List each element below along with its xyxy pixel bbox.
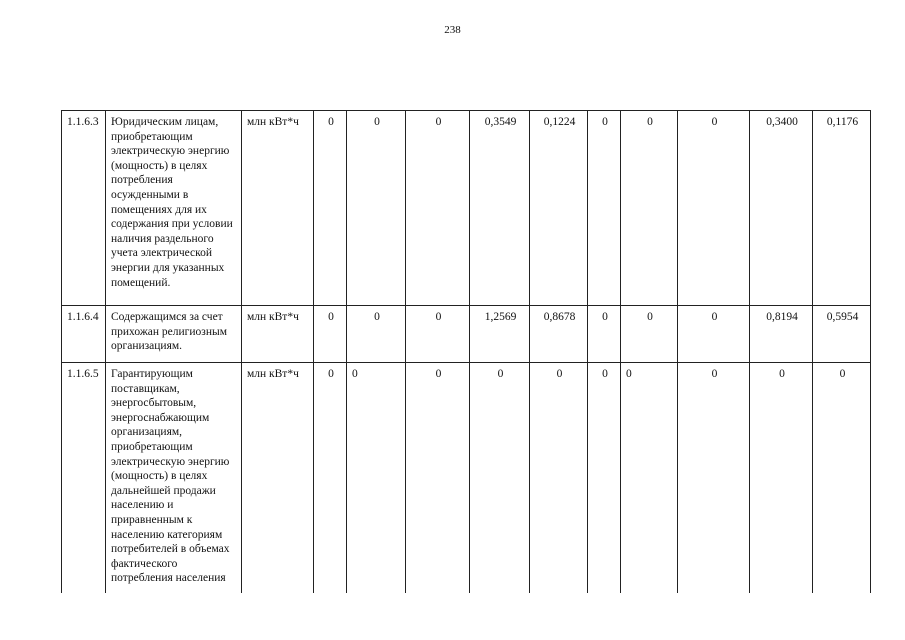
value-cell: 0 <box>678 363 750 594</box>
row-unit: млн кВт*ч <box>242 111 314 306</box>
value-cell: 0,5954 <box>813 306 871 363</box>
table-row <box>62 363 871 594</box>
value-cell: 0,1224 <box>530 111 588 306</box>
value-cell: 0 <box>530 363 588 594</box>
value-cell: 0 <box>750 363 813 594</box>
value-cell: 0,8678 <box>530 306 588 363</box>
row-name: Юридическим лицам, приобретающим электрическую энергию (мощность) в целях потребления осужденными в помещениях для их содержания при условии наличия раздельного учета электрической энергии для указанных помещений. <box>106 111 242 306</box>
value-cell: 0,3400 <box>750 111 813 306</box>
row-name: Содержащимся за счет прихожан религиозным организациям. <box>106 306 242 363</box>
value-cell: 0 <box>813 363 871 594</box>
value-cell: 0 <box>621 306 678 363</box>
value-cell: 0 <box>406 306 470 363</box>
row-unit: млн кВт*ч <box>242 363 314 594</box>
row-code: 1.1.6.3 <box>62 111 106 306</box>
value-cell: 0 <box>678 306 750 363</box>
value-cell: 0 <box>347 363 406 594</box>
value-cell: 0 <box>588 306 621 363</box>
value-cell: 0 <box>588 111 621 306</box>
value-cell: 0 <box>347 111 406 306</box>
value-cell: 0 <box>406 111 470 306</box>
data-table <box>61 110 871 593</box>
row-name: Гарантирующим поставщикам, энергосбытовым, энергоснабжающим организациям, приобретающим электрическую энергию (мощность) в целях дальнейшей продажи населению и приравненным к населению категориям потребителей в объемах фактического потребления населения <box>106 363 242 594</box>
value-cell: 0 <box>314 363 347 594</box>
value-cell: 0 <box>621 363 678 594</box>
row-code: 1.1.6.4 <box>62 306 106 363</box>
value-cell: 0,3549 <box>470 111 530 306</box>
value-cell: 0 <box>678 111 750 306</box>
value-cell: 0 <box>314 111 347 306</box>
value-cell: 0 <box>588 363 621 594</box>
value-cell: 0,8194 <box>750 306 813 363</box>
row-unit: млн кВт*ч <box>242 306 314 363</box>
value-cell: 0,1176 <box>813 111 871 306</box>
value-cell: 0 <box>314 306 347 363</box>
value-cell: 0 <box>470 363 530 594</box>
value-cell: 1,2569 <box>470 306 530 363</box>
row-code: 1.1.6.5 <box>62 363 106 594</box>
page-number: 238 <box>444 24 461 36</box>
value-cell: 0 <box>621 111 678 306</box>
value-cell: 0 <box>406 363 470 594</box>
table-row <box>62 111 871 306</box>
table-row <box>62 306 871 363</box>
value-cell: 0 <box>347 306 406 363</box>
